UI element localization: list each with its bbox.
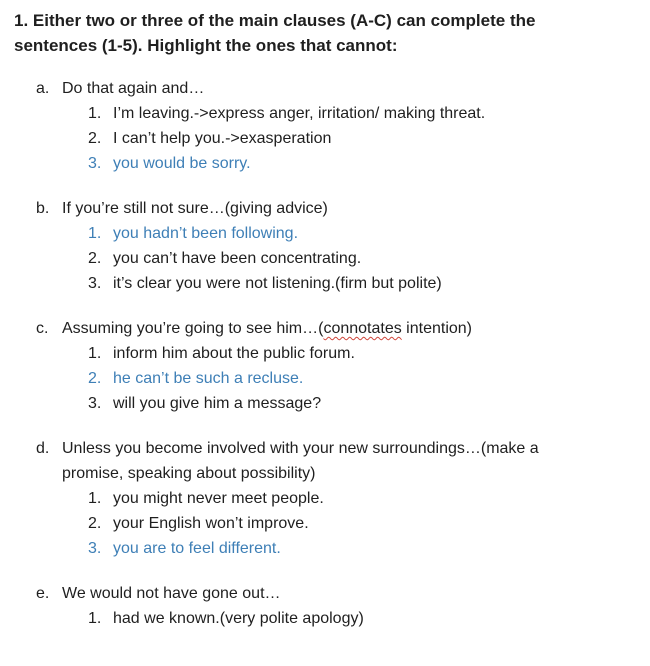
section-b (14, 196, 636, 296)
section-header (14, 196, 636, 221)
section-header (14, 76, 636, 101)
item-text: I’m leaving.->express anger, irritation/ making threat. (113, 105, 486, 122)
section-e (14, 581, 636, 631)
section-header (14, 316, 636, 341)
list-item (14, 101, 636, 126)
item-number: 3. (88, 395, 102, 412)
section-letter: e. (36, 585, 50, 602)
section-header (14, 581, 636, 606)
list-item (14, 486, 636, 511)
highlighted-list-item (14, 536, 636, 561)
item-text: will you give him a message? (113, 395, 322, 412)
section-stem (62, 436, 636, 486)
title-line-1: 1. Either two or three of the main clauses (A-C) can complete the (14, 11, 536, 30)
stem-line-1: Unless you become involved with your new surroundings…(make a (62, 440, 539, 457)
list-item (14, 391, 636, 416)
item-text: you hadn’t been following. (113, 225, 299, 242)
exercise-title (14, 8, 636, 58)
list-item (14, 606, 636, 631)
item-list (14, 606, 636, 631)
item-number: 3. (88, 540, 102, 557)
item-text: your English won’t improve. (113, 515, 309, 532)
section-letter: a. (36, 80, 50, 97)
item-text: I can’t help you.->exasperation (113, 130, 332, 147)
section-stem: If you’re still not sure…(giving advice) (62, 200, 328, 217)
item-text: you can’t have been concentrating. (113, 250, 362, 267)
item-text: inform him about the public forum. (113, 345, 355, 362)
item-number: 1. (88, 345, 102, 362)
section-stem: Do that again and… (62, 80, 205, 97)
item-number: 1. (88, 490, 102, 507)
item-text: it’s clear you were not listening.(firm but polite) (113, 275, 442, 292)
highlighted-list-item (14, 221, 636, 246)
item-number: 1. (88, 105, 102, 122)
section-letter: c. (36, 320, 49, 337)
section-letter: b. (36, 200, 50, 217)
section-stem (62, 316, 636, 341)
section-stem: We would not have gone out… (62, 585, 281, 602)
item-number: 1. (88, 225, 102, 242)
section-d (14, 436, 636, 561)
list-item (14, 511, 636, 536)
item-number: 2. (88, 515, 102, 532)
section-c (14, 316, 636, 416)
item-number: 2. (88, 250, 102, 267)
section-a (14, 76, 636, 176)
item-text: you are to feel different. (113, 540, 281, 557)
item-text: you would be sorry. (113, 155, 251, 172)
list-item (14, 271, 636, 296)
item-number: 2. (88, 370, 102, 387)
item-text: had we known.(very polite apology) (113, 610, 364, 627)
item-number: 3. (88, 275, 102, 292)
list-item (14, 126, 636, 151)
item-number: 2. (88, 130, 102, 147)
list-item (14, 246, 636, 271)
item-number: 3. (88, 155, 102, 172)
item-list (14, 221, 636, 296)
spellcheck-flagged-word[interactable]: connotates (323, 320, 402, 337)
item-text: he can’t be such a recluse. (113, 370, 304, 387)
item-list (14, 341, 636, 416)
title-line-2: sentences (1-5). Highlight the ones that cannot: (14, 36, 398, 55)
highlighted-list-item (14, 151, 636, 176)
section-letter: d. (36, 440, 50, 457)
highlighted-list-item (14, 366, 636, 391)
stem-text-before: Assuming you’re going to see him…( (62, 320, 324, 337)
stem-text-after: intention) (401, 320, 472, 337)
item-list (14, 486, 636, 561)
stem-line-2: promise, speaking about possibility) (62, 465, 316, 482)
item-number: 1. (88, 610, 102, 627)
item-list (14, 101, 636, 176)
section-header (14, 436, 636, 486)
list-item (14, 341, 636, 366)
item-text: you might never meet people. (113, 490, 324, 507)
